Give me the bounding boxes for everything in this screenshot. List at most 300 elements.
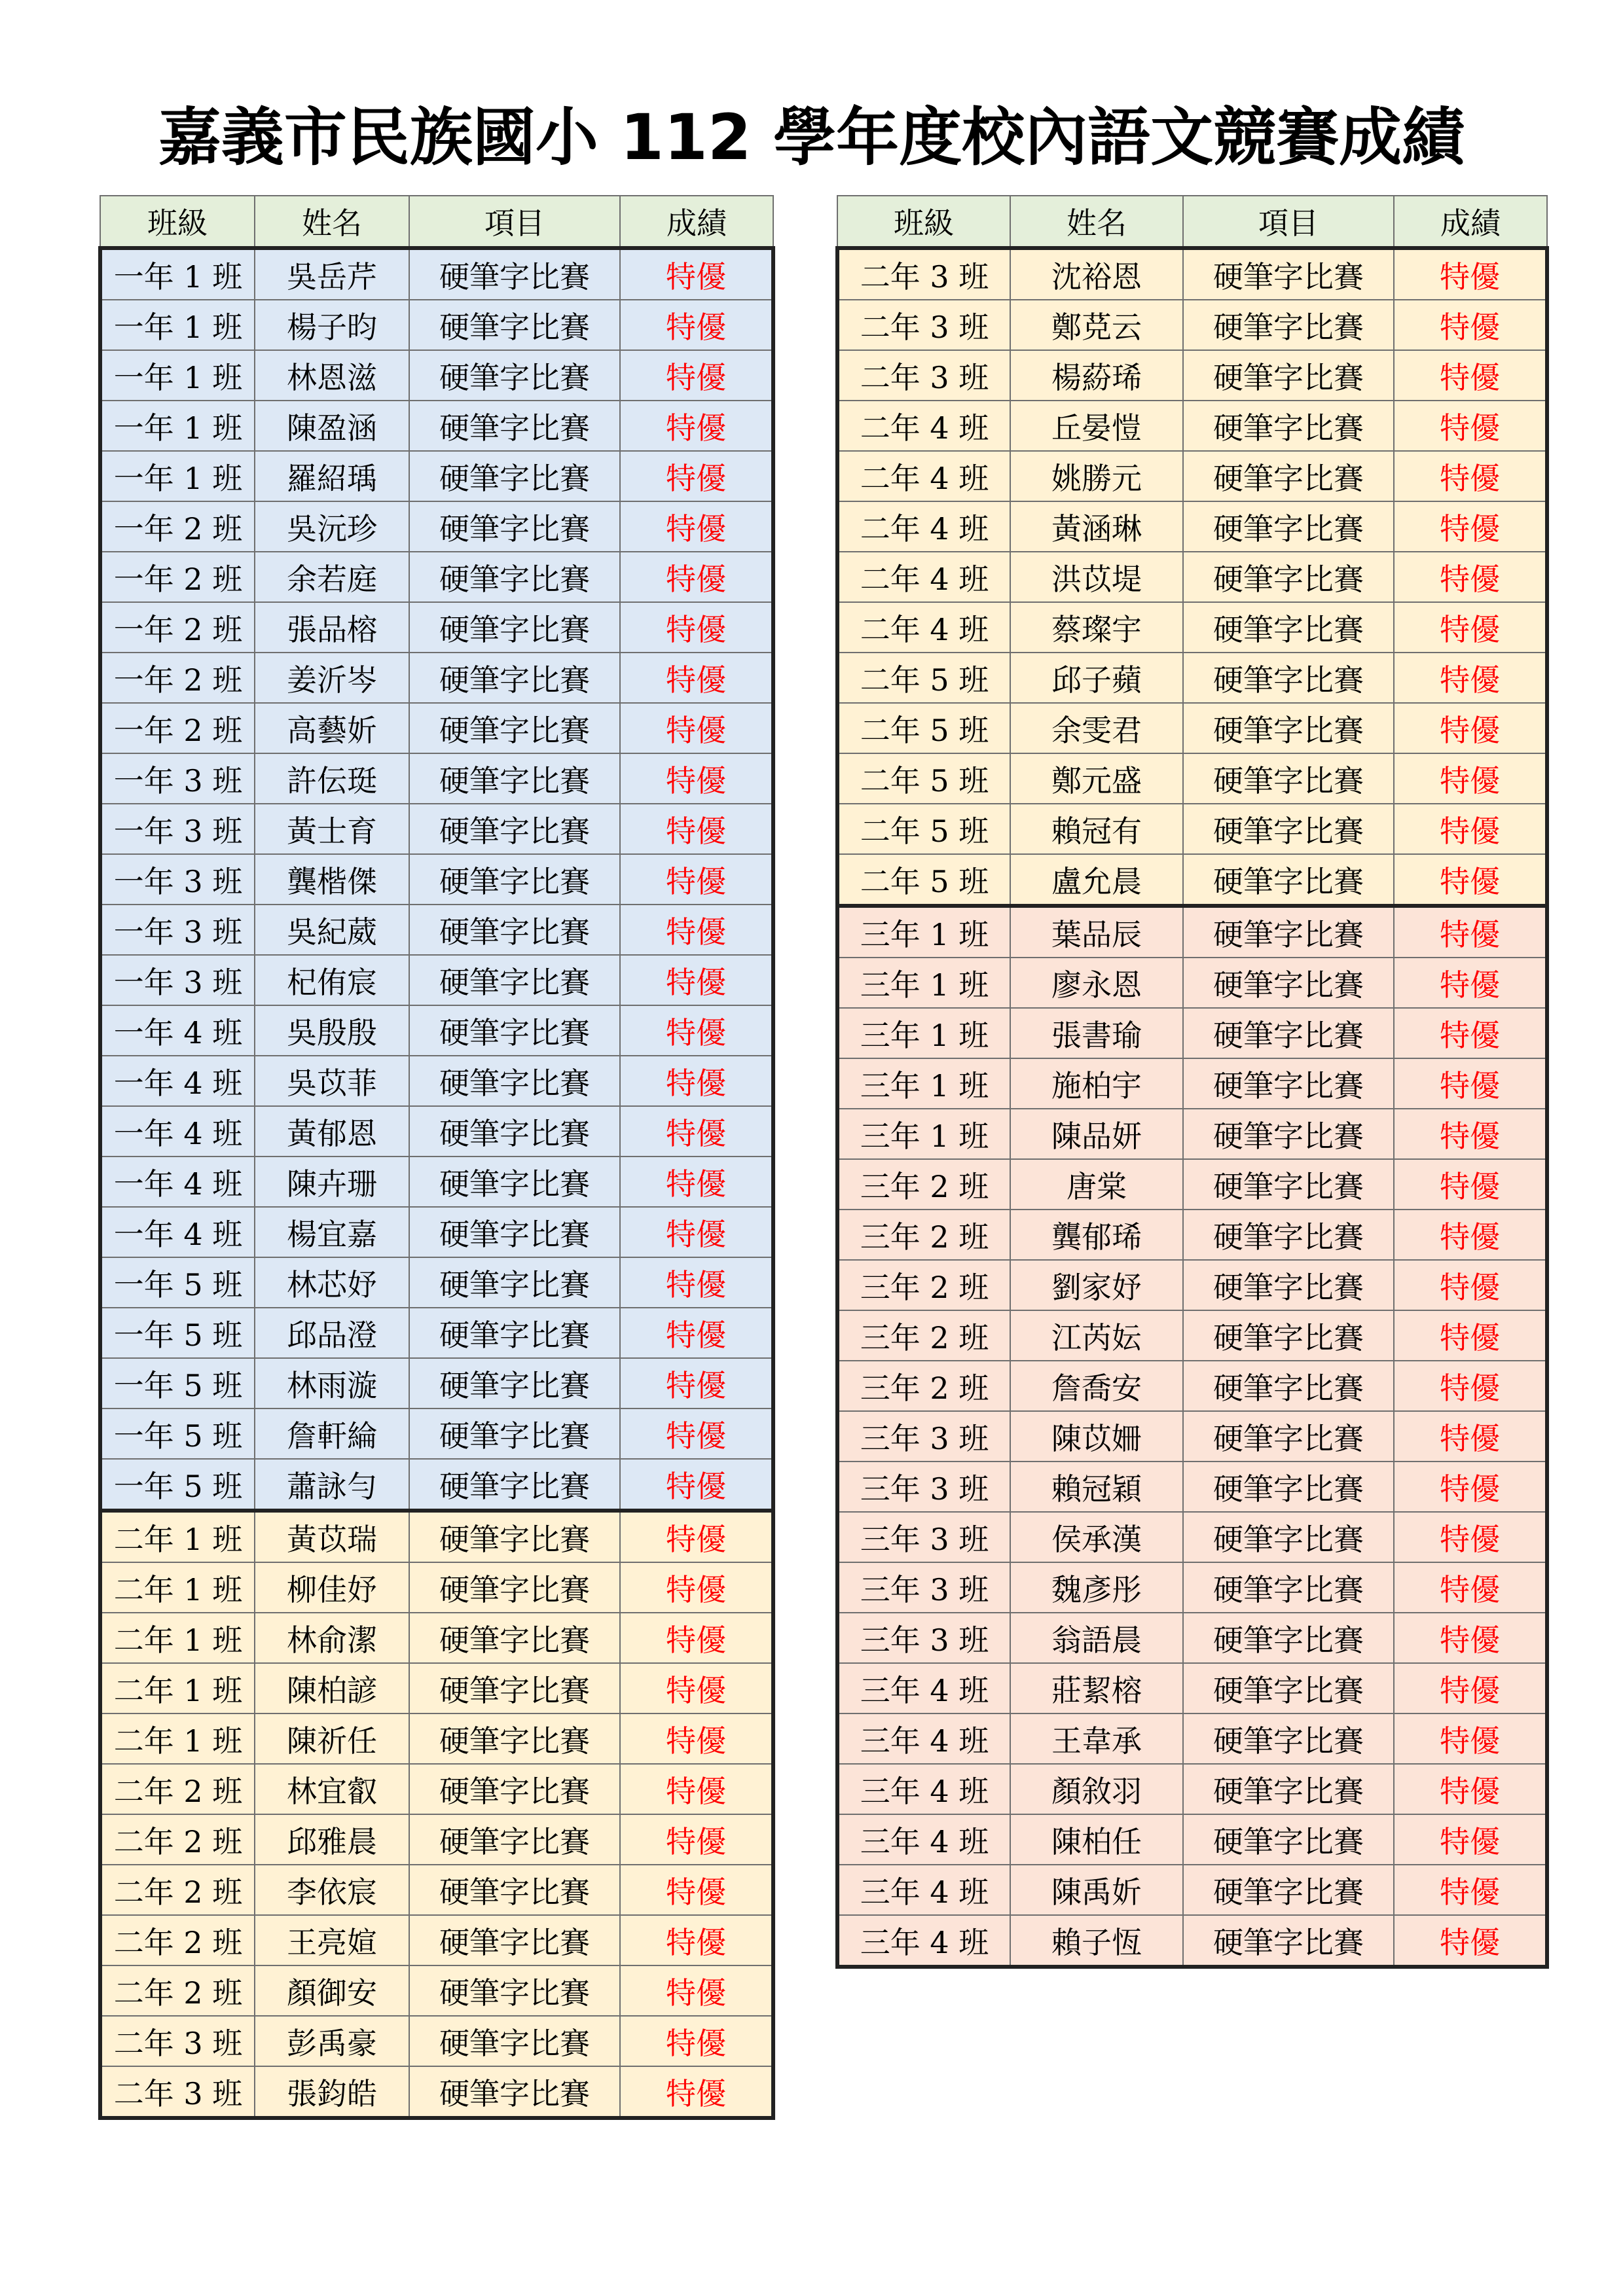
item-cell: 硬筆字比賽 [1183, 804, 1394, 854]
class-cell: 一年 5 班 [100, 1459, 255, 1511]
table-row [837, 854, 1547, 906]
header-item: 項目 [1183, 196, 1394, 248]
table-row [837, 1310, 1547, 1361]
table-row [100, 1257, 773, 1308]
class-cell: 三年 2 班 [837, 1361, 1010, 1411]
name-cell: 陳卉珊 [255, 1157, 409, 1207]
result-cell: 特優 [620, 1663, 773, 1713]
results-table-left [98, 195, 775, 2120]
item-cell: 硬筆字比賽 [409, 1207, 620, 1257]
name-cell: 張鈞皓 [255, 2066, 409, 2118]
name-cell: 張書瑜 [1010, 1008, 1183, 1058]
table-row [100, 653, 773, 703]
item-cell: 硬筆字比賽 [409, 703, 620, 753]
header-result: 成績 [620, 196, 773, 248]
item-cell: 硬筆字比賽 [409, 854, 620, 905]
result-cell: 特優 [620, 1257, 773, 1308]
result-cell: 特優 [620, 955, 773, 1005]
result-cell: 特優 [1394, 501, 1547, 552]
class-cell: 二年 4 班 [837, 501, 1010, 552]
table-row [837, 1008, 1547, 1058]
item-cell: 硬筆字比賽 [1183, 1462, 1394, 1512]
item-cell: 硬筆字比賽 [409, 1814, 620, 1865]
name-cell: 陳盈涵 [255, 401, 409, 451]
name-cell: 高藝妡 [255, 703, 409, 753]
result-cell: 特優 [1394, 1159, 1547, 1210]
table-row [837, 300, 1547, 350]
class-cell: 一年 1 班 [100, 300, 255, 350]
class-cell: 二年 3 班 [100, 2066, 255, 2118]
result-cell: 特優 [620, 804, 773, 854]
page-title: 嘉義市民族國小 112 學年度校內語文競賽成績 [158, 101, 1465, 174]
item-cell: 硬筆字比賽 [409, 552, 620, 602]
item-cell: 硬筆字比賽 [409, 1865, 620, 1915]
name-cell: 許伝珽 [255, 753, 409, 804]
item-cell: 硬筆字比賽 [409, 401, 620, 451]
name-cell: 杞侑宸 [255, 955, 409, 1005]
item-cell: 硬筆字比賽 [409, 300, 620, 350]
item-cell: 硬筆字比賽 [1183, 854, 1394, 906]
result-cell: 特優 [620, 1308, 773, 1358]
table-row [837, 350, 1547, 401]
name-cell: 邱品澄 [255, 1308, 409, 1358]
result-cell: 特優 [620, 300, 773, 350]
class-cell: 三年 4 班 [837, 1764, 1010, 1814]
class-cell: 三年 3 班 [837, 1562, 1010, 1613]
result-cell: 特優 [620, 350, 773, 401]
result-cell: 特優 [620, 1814, 773, 1865]
result-cell: 特優 [620, 1459, 773, 1511]
item-cell: 硬筆字比賽 [1183, 248, 1394, 300]
name-cell: 詹喬安 [1010, 1361, 1183, 1411]
name-cell: 賴冠有 [1010, 804, 1183, 854]
name-cell: 葉品辰 [1010, 906, 1183, 958]
name-cell: 邱子蘋 [1010, 653, 1183, 703]
result-cell: 特優 [1394, 300, 1547, 350]
class-cell: 三年 4 班 [837, 1663, 1010, 1713]
item-cell: 硬筆字比賽 [1183, 1159, 1394, 1210]
table-row [837, 1210, 1547, 1260]
item-cell: 硬筆字比賽 [1183, 350, 1394, 401]
item-cell: 硬筆字比賽 [409, 1056, 620, 1106]
name-cell: 吳殷殷 [255, 1005, 409, 1056]
class-cell: 二年 2 班 [100, 1814, 255, 1865]
result-cell: 特優 [1394, 1109, 1547, 1159]
name-cell: 陳苡姍 [1010, 1411, 1183, 1462]
item-cell: 硬筆字比賽 [1183, 1210, 1394, 1260]
class-cell: 一年 5 班 [100, 1358, 255, 1408]
item-cell: 硬筆字比賽 [409, 1459, 620, 1511]
name-cell: 黃士育 [255, 804, 409, 854]
name-cell: 余雯君 [1010, 703, 1183, 753]
name-cell: 吳沅珍 [255, 501, 409, 552]
class-cell: 一年 3 班 [100, 854, 255, 905]
result-cell: 特優 [620, 1056, 773, 1106]
table-row [100, 1865, 773, 1915]
class-cell: 二年 1 班 [100, 1713, 255, 1764]
result-cell: 特優 [1394, 804, 1547, 854]
class-cell: 一年 1 班 [100, 248, 255, 300]
class-cell: 一年 2 班 [100, 602, 255, 653]
table-row [837, 1613, 1547, 1663]
table-row [837, 248, 1547, 300]
table-row [837, 906, 1547, 958]
class-cell: 一年 4 班 [100, 1207, 255, 1257]
header-name: 姓名 [255, 196, 409, 248]
class-cell: 一年 4 班 [100, 1005, 255, 1056]
table-row [100, 1308, 773, 1358]
class-cell: 一年 1 班 [100, 451, 255, 501]
class-cell: 三年 2 班 [837, 1210, 1010, 1260]
item-cell: 硬筆字比賽 [409, 1915, 620, 1965]
table-row [837, 501, 1547, 552]
item-cell: 硬筆字比賽 [1183, 1764, 1394, 1814]
name-cell: 陳柏任 [1010, 1814, 1183, 1865]
item-cell: 硬筆字比賽 [1183, 1814, 1394, 1865]
result-cell: 特優 [620, 401, 773, 451]
class-cell: 二年 3 班 [100, 2016, 255, 2066]
table-row [100, 1511, 773, 1562]
class-cell: 二年 2 班 [100, 1764, 255, 1814]
table-row [100, 1358, 773, 1408]
item-cell: 硬筆字比賽 [409, 248, 620, 300]
table-row [837, 1764, 1547, 1814]
result-cell: 特優 [1394, 451, 1547, 501]
name-cell: 楊宜嘉 [255, 1207, 409, 1257]
result-cell: 特優 [620, 1408, 773, 1459]
table-row [100, 300, 773, 350]
class-cell: 一年 5 班 [100, 1308, 255, 1358]
name-cell: 魏彥彤 [1010, 1562, 1183, 1613]
class-cell: 二年 1 班 [100, 1511, 255, 1562]
result-cell: 特優 [1394, 1411, 1547, 1462]
item-cell: 硬筆字比賽 [1183, 501, 1394, 552]
item-cell: 硬筆字比賽 [409, 501, 620, 552]
name-cell: 楊子昀 [255, 300, 409, 350]
table-row [100, 1207, 773, 1257]
name-cell: 翁語晨 [1010, 1613, 1183, 1663]
item-cell: 硬筆字比賽 [409, 753, 620, 804]
item-cell: 硬筆字比賽 [409, 1713, 620, 1764]
result-cell: 特優 [620, 501, 773, 552]
name-cell: 李依宸 [255, 1865, 409, 1915]
result-cell: 特優 [1394, 248, 1547, 300]
name-cell: 盧允晨 [1010, 854, 1183, 906]
name-cell: 楊蒶琋 [1010, 350, 1183, 401]
name-cell: 丘晏愷 [1010, 401, 1183, 451]
result-cell: 特優 [1394, 401, 1547, 451]
class-cell: 三年 2 班 [837, 1310, 1010, 1361]
result-cell: 特優 [620, 451, 773, 501]
class-cell: 二年 2 班 [100, 1965, 255, 2016]
item-cell: 硬筆字比賽 [1183, 958, 1394, 1008]
table-row [837, 703, 1547, 753]
table-row [837, 1865, 1547, 1915]
class-cell: 三年 3 班 [837, 1613, 1010, 1663]
name-cell: 姜沂岑 [255, 653, 409, 703]
grade-group [100, 248, 773, 1511]
item-cell: 硬筆字比賽 [409, 451, 620, 501]
item-cell: 硬筆字比賽 [409, 1764, 620, 1814]
item-cell: 硬筆字比賽 [1183, 451, 1394, 501]
header-result: 成績 [1394, 196, 1547, 248]
grade-group [837, 248, 1547, 906]
result-cell: 特優 [620, 1157, 773, 1207]
class-cell: 三年 1 班 [837, 906, 1010, 958]
table-row [100, 2066, 773, 2118]
name-cell: 吳紀葳 [255, 905, 409, 955]
item-cell: 硬筆字比賽 [1183, 1260, 1394, 1310]
item-cell: 硬筆字比賽 [409, 1157, 620, 1207]
table-row [100, 1106, 773, 1157]
class-cell: 一年 2 班 [100, 653, 255, 703]
item-cell: 硬筆字比賽 [1183, 1109, 1394, 1159]
class-cell: 二年 2 班 [100, 1915, 255, 1965]
item-cell: 硬筆字比賽 [409, 1613, 620, 1663]
table-row [837, 1411, 1547, 1462]
item-cell: 硬筆字比賽 [409, 2066, 620, 2118]
item-cell: 硬筆字比賽 [1183, 703, 1394, 753]
result-cell: 特優 [1394, 1512, 1547, 1562]
name-cell: 蕭詠勻 [255, 1459, 409, 1511]
class-cell: 二年 4 班 [837, 602, 1010, 653]
name-cell: 彭禹豪 [255, 2016, 409, 2066]
item-cell: 硬筆字比賽 [1183, 1713, 1394, 1764]
result-cell: 特優 [1394, 958, 1547, 1008]
class-cell: 二年 4 班 [837, 451, 1010, 501]
table-row [837, 1915, 1547, 1967]
name-cell: 陳祈任 [255, 1713, 409, 1764]
table-row [837, 552, 1547, 602]
result-cell: 特優 [1394, 1008, 1547, 1058]
result-cell: 特優 [1394, 753, 1547, 804]
class-cell: 三年 3 班 [837, 1512, 1010, 1562]
result-cell: 特優 [1394, 350, 1547, 401]
class-cell: 三年 1 班 [837, 1109, 1010, 1159]
class-cell: 三年 3 班 [837, 1411, 1010, 1462]
class-cell: 三年 4 班 [837, 1865, 1010, 1915]
name-cell: 賴子恆 [1010, 1915, 1183, 1967]
result-cell: 特優 [1394, 703, 1547, 753]
table-row [837, 1260, 1547, 1310]
item-cell: 硬筆字比賽 [409, 1511, 620, 1562]
result-cell: 特優 [620, 1106, 773, 1157]
header-row [100, 196, 773, 248]
name-cell: 廖永恩 [1010, 958, 1183, 1008]
result-cell: 特優 [1394, 906, 1547, 958]
name-cell: 余若庭 [255, 552, 409, 602]
item-cell: 硬筆字比賽 [1183, 602, 1394, 653]
item-cell: 硬筆字比賽 [1183, 1361, 1394, 1411]
item-cell: 硬筆字比賽 [409, 1106, 620, 1157]
class-cell: 二年 1 班 [100, 1613, 255, 1663]
table-row [837, 958, 1547, 1008]
name-cell: 柳佳妤 [255, 1562, 409, 1613]
table-row [837, 804, 1547, 854]
results-table-right [835, 195, 1549, 1969]
grade-group [837, 906, 1547, 1967]
name-cell: 林俞潔 [255, 1613, 409, 1663]
name-cell: 賴冠穎 [1010, 1462, 1183, 1512]
result-cell: 特優 [620, 1358, 773, 1408]
table-row [100, 2016, 773, 2066]
result-cell: 特優 [620, 1562, 773, 1613]
table-row [100, 248, 773, 300]
class-cell: 三年 4 班 [837, 1915, 1010, 1967]
table-row [837, 1159, 1547, 1210]
table-row [100, 804, 773, 854]
result-cell: 特優 [1394, 602, 1547, 653]
table-row [100, 1613, 773, 1663]
table-row [100, 401, 773, 451]
result-cell: 特優 [1394, 1058, 1547, 1109]
item-cell: 硬筆字比賽 [1183, 1058, 1394, 1109]
table-row [837, 451, 1547, 501]
table-row [837, 1058, 1547, 1109]
item-cell: 硬筆字比賽 [1183, 1008, 1394, 1058]
item-cell: 硬筆字比賽 [1183, 1310, 1394, 1361]
grade-group [100, 1511, 773, 2118]
class-cell: 一年 1 班 [100, 350, 255, 401]
item-cell: 硬筆字比賽 [1183, 1562, 1394, 1613]
name-cell: 羅紹瑀 [255, 451, 409, 501]
name-cell: 蔡璨宇 [1010, 602, 1183, 653]
result-cell: 特優 [620, 854, 773, 905]
name-cell: 邱雅晨 [255, 1814, 409, 1865]
result-cell: 特優 [1394, 1663, 1547, 1713]
table-row [100, 1005, 773, 1056]
name-cell: 黃苡瑞 [255, 1511, 409, 1562]
table-row [837, 1562, 1547, 1613]
name-cell: 林芯妤 [255, 1257, 409, 1308]
name-cell: 黃涵琳 [1010, 501, 1183, 552]
class-cell: 二年 1 班 [100, 1562, 255, 1613]
name-cell: 陳品妍 [1010, 1109, 1183, 1159]
result-cell: 特優 [620, 2016, 773, 2066]
item-cell: 硬筆字比賽 [1183, 1663, 1394, 1713]
result-cell: 特優 [620, 1613, 773, 1663]
result-cell: 特優 [620, 552, 773, 602]
result-cell: 特優 [1394, 552, 1547, 602]
result-cell: 特優 [620, 1915, 773, 1965]
name-cell: 王韋承 [1010, 1713, 1183, 1764]
class-cell: 一年 2 班 [100, 501, 255, 552]
header-item: 項目 [409, 196, 620, 248]
item-cell: 硬筆字比賽 [409, 1562, 620, 1613]
class-cell: 二年 5 班 [837, 703, 1010, 753]
item-cell: 硬筆字比賽 [1183, 906, 1394, 958]
class-cell: 二年 1 班 [100, 1663, 255, 1713]
name-cell: 詹軒綸 [255, 1408, 409, 1459]
class-cell: 三年 2 班 [837, 1260, 1010, 1310]
class-cell: 三年 1 班 [837, 1008, 1010, 1058]
item-cell: 硬筆字比賽 [1183, 300, 1394, 350]
result-cell: 特優 [620, 1865, 773, 1915]
table-row [837, 653, 1547, 703]
class-cell: 一年 4 班 [100, 1106, 255, 1157]
class-cell: 一年 3 班 [100, 753, 255, 804]
header-name: 姓名 [1010, 196, 1183, 248]
class-cell: 二年 4 班 [837, 401, 1010, 451]
class-cell: 一年 2 班 [100, 552, 255, 602]
name-cell: 林雨漩 [255, 1358, 409, 1408]
table-row [100, 1459, 773, 1511]
item-cell: 硬筆字比賽 [1183, 1915, 1394, 1967]
name-cell: 王亮媗 [255, 1915, 409, 1965]
class-cell: 一年 2 班 [100, 703, 255, 753]
table-row [100, 1764, 773, 1814]
item-cell: 硬筆字比賽 [1183, 401, 1394, 451]
table-row [100, 552, 773, 602]
class-cell: 三年 4 班 [837, 1713, 1010, 1764]
item-cell: 硬筆字比賽 [409, 1965, 620, 2016]
class-cell: 三年 1 班 [837, 1058, 1010, 1109]
table-row [100, 602, 773, 653]
item-cell: 硬筆字比賽 [409, 1257, 620, 1308]
table-row [837, 1663, 1547, 1713]
name-cell: 林恩滋 [255, 350, 409, 401]
item-cell: 硬筆字比賽 [409, 602, 620, 653]
item-cell: 硬筆字比賽 [409, 1005, 620, 1056]
result-cell: 特優 [620, 602, 773, 653]
class-cell: 一年 4 班 [100, 1157, 255, 1207]
name-cell: 龔郁琋 [1010, 1210, 1183, 1260]
item-cell: 硬筆字比賽 [409, 1308, 620, 1358]
class-cell: 一年 4 班 [100, 1056, 255, 1106]
table-row [100, 1713, 773, 1764]
name-cell: 顏御安 [255, 1965, 409, 2016]
class-cell: 二年 2 班 [100, 1865, 255, 1915]
item-cell: 硬筆字比賽 [409, 1358, 620, 1408]
table-row [100, 451, 773, 501]
class-cell: 一年 1 班 [100, 401, 255, 451]
result-cell: 特優 [620, 753, 773, 804]
result-cell: 特優 [620, 1764, 773, 1814]
name-cell: 唐棠 [1010, 1159, 1183, 1210]
item-cell: 硬筆字比賽 [1183, 753, 1394, 804]
result-cell: 特優 [1394, 1814, 1547, 1865]
table-row [837, 602, 1547, 653]
item-cell: 硬筆字比賽 [1183, 1411, 1394, 1462]
name-cell: 顏敘羽 [1010, 1764, 1183, 1814]
result-cell: 特優 [1394, 653, 1547, 703]
name-cell: 侯承漢 [1010, 1512, 1183, 1562]
table-row [837, 401, 1547, 451]
table-row [837, 1713, 1547, 1764]
table-row [100, 1814, 773, 1865]
item-cell: 硬筆字比賽 [409, 2016, 620, 2066]
class-cell: 二年 3 班 [837, 248, 1010, 300]
class-cell: 二年 5 班 [837, 653, 1010, 703]
result-cell: 特優 [620, 248, 773, 300]
class-cell: 三年 1 班 [837, 958, 1010, 1008]
table-row [100, 1915, 773, 1965]
result-cell: 特優 [620, 2066, 773, 2118]
table-row [100, 1965, 773, 2016]
class-cell: 一年 3 班 [100, 804, 255, 854]
result-cell: 特優 [1394, 1713, 1547, 1764]
result-cell: 特優 [1394, 1562, 1547, 1613]
name-cell: 林宜叡 [255, 1764, 409, 1814]
table-row [837, 1109, 1547, 1159]
result-cell: 特優 [1394, 1613, 1547, 1663]
class-cell: 二年 5 班 [837, 753, 1010, 804]
name-cell: 吳岳芹 [255, 248, 409, 300]
item-cell: 硬筆字比賽 [409, 1408, 620, 1459]
result-cell: 特優 [1394, 1260, 1547, 1310]
header-class: 班級 [100, 196, 255, 248]
table-row [100, 1408, 773, 1459]
